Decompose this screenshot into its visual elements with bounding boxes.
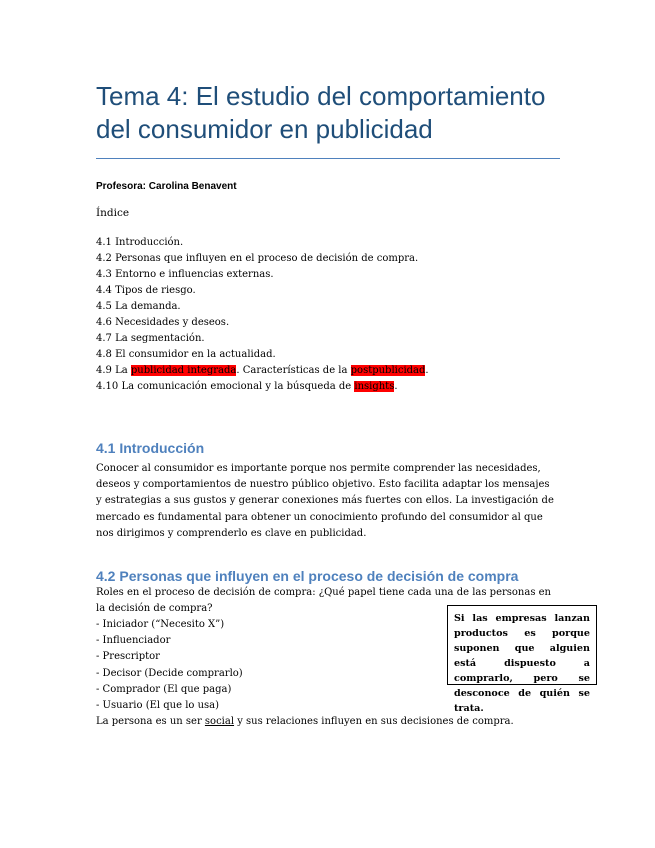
highlighted-text: publicidad integrada xyxy=(130,365,237,376)
title-divider xyxy=(96,158,560,159)
closing-paragraph: La persona es un ser social y sus relaciones influyen en sus decisiones de compra. xyxy=(96,716,514,727)
document-title: Tema 4: El estudio del comportamiento del consumidor en publicidad xyxy=(96,81,546,144)
highlighted-text: postpublicidad xyxy=(350,365,426,376)
list-item: - Usuario (El que lo usa) xyxy=(96,700,220,712)
list-item: - Decisor (Decide comprarlo) xyxy=(96,667,243,679)
list-item: - Comprador (El que paga) xyxy=(96,683,232,695)
roles-intro-paragraph: Roles en el proceso de decisión de compra: ¿Qué papel tiene cada una de las personas en la decisión de compra? xyxy=(96,587,551,615)
author-line: Profesora: Carolina Benavent xyxy=(96,181,237,192)
toc-item: 4.7 La segmentación. xyxy=(96,333,205,344)
list-item: - Prescriptor xyxy=(96,651,160,663)
section-heading-introduction: 4.1 Introducción xyxy=(96,440,205,456)
toc-item: 4.2 Personas que influyen en el proceso de decisión de compra. xyxy=(96,253,419,264)
list-item: - Influenciador xyxy=(96,635,171,647)
toc-item: 4.10 La comunicación emocional y la búsqueda de insights. xyxy=(96,381,398,392)
highlighted-text: insights xyxy=(354,381,395,392)
toc-item: 4.1 Introducción. xyxy=(96,237,184,248)
toc-item: 4.4 Tipos de riesgo. xyxy=(96,285,196,296)
index-label: Índice xyxy=(96,207,130,219)
toc-item: 4.8 El consumidor en la actualidad. xyxy=(96,349,276,360)
toc-item: 4.9 La publicidad integrada. Características de la postpublicidad. xyxy=(96,365,429,376)
list-item: - Iniciador (“Necesito X”) xyxy=(96,619,225,630)
underlined-word: social xyxy=(204,716,235,727)
toc-item: 4.5 La demanda. xyxy=(96,301,181,312)
roles-list xyxy=(96,617,243,714)
table-of-contents xyxy=(96,235,429,395)
callout-box: Si las empresas lanzan productos es porque suponen que alguien está dispuesto a comprarlo, pero se desconoce de quién se trata. xyxy=(447,605,597,685)
section-heading-decision-roles: 4.2 Personas que influyen en el proceso de decisión de compra xyxy=(96,568,519,584)
toc-item: 4.6 Necesidades y deseos. xyxy=(96,317,230,328)
introduction-paragraph: Conocer al consumidor es importante porque nos permite comprender las necesidades, deseos y comportamientos de nuestro público objetivo. Esto facilita adaptar los mensajes y estrategias a sus gustos y generar conexiones más fuertes con ellos. La investigación de mercado es fundamental para obtener un conocimiento profundo del consumidor al que nos dirigimos y comprenderlo es clave en publicidad. xyxy=(96,463,554,539)
toc-item: 4.3 Entorno e influencias externas. xyxy=(96,269,274,280)
